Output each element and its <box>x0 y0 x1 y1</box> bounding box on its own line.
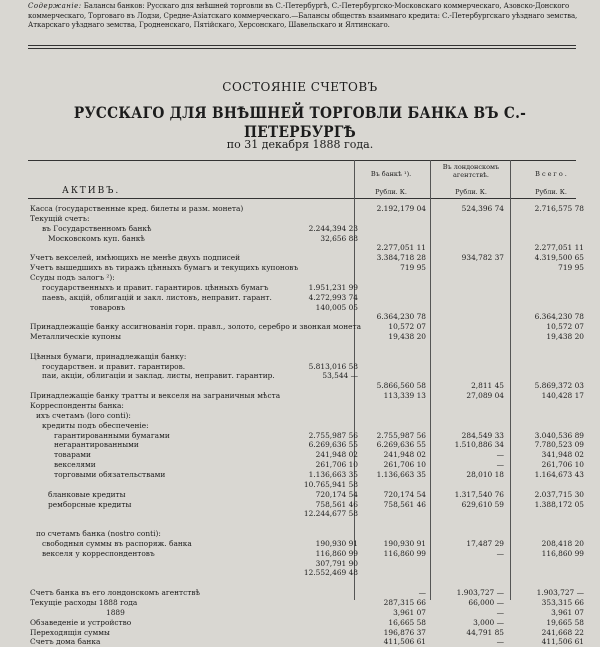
cell-c3: — <box>496 637 504 647</box>
cell-c3: 27,089 04 <box>466 391 504 401</box>
row-label: товаровъ <box>90 302 126 312</box>
cell-c4: 140,428 17 <box>541 391 584 401</box>
row-label: векселя у корреспондентовъ <box>42 548 155 558</box>
title-line-3: по 31 декабря 1888 года. <box>226 138 374 151</box>
cell-c2: 720,174 54 <box>383 489 426 499</box>
cell-c3: 17,487 29 <box>466 538 504 548</box>
table-header-rule <box>28 198 576 199</box>
cell-c3: 66,000 — <box>468 598 504 607</box>
title-line-2: РУССКАГО ДЛЯ ВНѢШНЕЙ ТОРГОВЛИ БАНКА ВЪ С.-ПЕТЕРБУРГѢ <box>73 103 527 141</box>
cell-c1: 307,791 90 <box>315 558 358 568</box>
cell-c2: 2.277,051 11 <box>376 243 426 253</box>
cell-c2: 5.866,560 58 <box>376 381 426 391</box>
row-label: Счетъ банка въ его лондонскомъ агентствѣ <box>30 588 200 598</box>
table-row <box>0 636 600 647</box>
cell-c4: 2.277,051 11 <box>534 243 584 253</box>
cell-c1: 190,930 91 <box>315 538 358 548</box>
cell-c2: 2.192,179 04 <box>376 204 426 213</box>
header-rule-2 <box>28 48 576 49</box>
row-label: Переходящiя суммы <box>30 627 110 637</box>
header-bank: Въ банкѣ ¹). <box>370 170 412 178</box>
cell-c1: 10.765,941 58 <box>303 479 358 489</box>
cell-c4: 208,418 20 <box>541 538 584 548</box>
header-currency-total: Рубли. К. <box>535 188 567 196</box>
cell-c2: 287,315 66 <box>383 598 426 607</box>
cell-c1: 241,948 02 <box>315 450 358 460</box>
cell-c2: 10,572 07 <box>388 322 426 332</box>
cell-c2: 411,506 61 <box>383 637 426 647</box>
cell-c4: 116,860 99 <box>541 548 584 558</box>
cell-c1: 2.244,394 23 <box>308 223 358 233</box>
row-label: Цѣнныя бумаги, принадлежащiя банку: <box>30 351 187 361</box>
cell-c2: 190,930 91 <box>383 538 426 548</box>
header-currency-bank: Рубли. К. <box>375 188 407 196</box>
cell-c3: — <box>496 460 504 470</box>
cell-c3: 284,549 33 <box>461 430 504 440</box>
cell-c3: 1.510,886 34 <box>454 440 504 450</box>
cell-c1: 116,860 99 <box>315 548 358 558</box>
row-label: Текущiй счетъ: <box>30 213 90 223</box>
contents-lead: Содержанiе: <box>28 2 82 10</box>
cell-c2: 113,339 13 <box>383 391 426 401</box>
cell-c1: 12.244,677 58 <box>303 509 358 519</box>
cell-c1: 261,706 10 <box>315 460 358 470</box>
cell-c3: 44,791 85 <box>466 627 504 637</box>
cell-c4: 261,706 10 <box>541 460 584 470</box>
cell-c3: 1.317,540 76 <box>454 489 504 499</box>
cell-c2: 196,876 37 <box>383 627 426 637</box>
row-label: Касса (государственные кред. билеты и разм. монета) <box>30 204 244 213</box>
row-label: кредиты подъ обеспеченiе: <box>42 420 149 430</box>
row-label: Металлическiе купоны <box>30 332 122 342</box>
cell-c4: 241,668 22 <box>541 627 584 637</box>
row-label: ремборсные кредиты <box>48 499 132 509</box>
row-label: Ссуды подъ залогъ ²): <box>30 272 115 282</box>
row-label: ихъ счетамъ (loro conti): <box>36 410 131 420</box>
cell-c3: — <box>496 450 504 460</box>
cell-c2: — <box>418 588 426 598</box>
contents-note <box>28 2 580 31</box>
row-label: свободныя суммы въ распоряж. банка <box>42 538 192 548</box>
cell-c1: 1.951,231 99 <box>308 282 358 292</box>
cell-c2: 16,665 58 <box>388 617 426 627</box>
cell-c2: 3.384,718 28 <box>376 253 426 263</box>
cell-c3: — <box>496 548 504 558</box>
cell-c1: 12.552,469 48 <box>303 568 358 578</box>
cell-c2: 116,860 99 <box>383 548 426 558</box>
cell-c1: 4.272,993 74 <box>308 292 358 302</box>
cell-c2: 758,561 46 <box>383 499 426 509</box>
cell-c2: 261,706 10 <box>383 460 426 470</box>
row-label: Обзаведенiе и устройство <box>30 617 132 627</box>
row-label: гарантированными бумагами <box>54 430 170 440</box>
cell-c3: 1.903,727 — <box>456 588 504 598</box>
cell-c4: 3.040,536 89 <box>534 430 584 440</box>
cell-c4: 19,438 20 <box>546 332 584 342</box>
row-label: векселями <box>54 460 96 470</box>
title-line-1: СОСТОЯНIЕ СЧЕТОВЪ <box>222 80 378 94</box>
cell-c2: 19,438 20 <box>388 332 426 342</box>
row-label: Учетъ вышедшихъ въ тиражъ цѣнныхъ бумагъ и текущихъ купоновъ <box>30 263 299 273</box>
cell-c1: 32,656 88 <box>320 233 358 243</box>
cell-c4: 2.037,715 30 <box>534 489 584 499</box>
row-label: 1889 <box>106 607 125 617</box>
cell-c4: 6.364,230 78 <box>534 312 584 322</box>
table-top-rule <box>28 160 576 161</box>
cell-c2: 2.755,987 56 <box>376 430 426 440</box>
row-label: Московскомъ куп. банкѣ <box>48 233 145 243</box>
cell-c2: 719 95 <box>400 263 426 273</box>
row-label: Корреспонденты банка: <box>30 401 124 410</box>
row-label: паевъ, акцiй, облигацiй и закл. листовъ, неправит. гарант. <box>42 292 272 302</box>
header-total: Всего. <box>535 170 569 178</box>
cell-c2: 1.136,663 35 <box>376 469 426 479</box>
row-label: торговыми обязательствами <box>54 469 166 479</box>
cell-c4: 719 95 <box>558 263 584 273</box>
row-label: негарантированными <box>54 440 139 450</box>
cell-c3: 629,610 59 <box>461 499 504 509</box>
aktiv-heading: АКТИВЪ. <box>62 186 121 196</box>
cell-c1: 140,005 05 <box>315 302 358 312</box>
cell-c3: 28,010 18 <box>466 469 504 479</box>
row-label: Счетъ дома банка <box>30 637 101 647</box>
cell-c1: 1.136,663 35 <box>308 469 358 479</box>
row-label: Текущiе расходы 1888 года <box>30 598 138 607</box>
row-label: Принадлежащiе банку ассигнованiя горн. правл., золото, серебро и звонкая монета <box>30 322 362 332</box>
row-label: Принадлежащiе банку тратты и векселя на заграничныя мѣста <box>30 391 281 401</box>
cell-c4: 353,315 66 <box>541 598 584 607</box>
cell-c3: 524,396 74 <box>461 204 504 213</box>
contents-text: Балансы банков: Русскаго для внѣшней торговли въ С.-Петербургѣ, С.-Петербургско-Московскаго коммерческаго, Азовско-Донского коммерческаго, Торговаго въ Лодзи, Средне-Азiатскаго коммерческаго.—Балансы обществъ взаимнаго кредита: С.-Петербургскаго уѣзднаго земства, Аткарскаго уѣзднаго земства, Гродненскаго, Пятiйскаго, Херсонскаго, Шавельскаго и Ялтинскаго. <box>28 2 578 29</box>
cell-c4: 2.716,575 78 <box>534 204 584 213</box>
header-currency-london: Рубли. К. <box>455 188 487 196</box>
cell-c3: 2,811 45 <box>471 381 504 391</box>
row-label: Учетъ векселей, имѣющихъ не менѣе двухъ подписей <box>30 253 241 263</box>
row-label: бланковые кредиты <box>48 489 126 499</box>
cell-c1: 53,544 — <box>322 371 358 381</box>
row-label: паи, акцiи, облигацiи и заклад. листы, неправит. гарантир. <box>42 371 275 381</box>
cell-c1: 720,174 54 <box>315 489 358 499</box>
cell-c4: 411,506 61 <box>541 637 584 647</box>
cell-c2: 3,961 07 <box>393 607 426 617</box>
row-label: товарами <box>54 450 91 460</box>
cell-c4: 3,961 07 <box>551 607 584 617</box>
header-london: Въ лондонскомъ агентствѣ. <box>442 163 500 179</box>
cell-c2: 6.269,636 55 <box>376 440 426 450</box>
cell-c3: — <box>496 607 504 617</box>
cell-c1: 6.269,636 55 <box>308 440 358 450</box>
cell-c1: 758,561 46 <box>315 499 358 509</box>
header-rule <box>28 45 576 46</box>
cell-c4: 1.903,727 — <box>536 588 584 598</box>
cell-c3: 934,782 37 <box>461 253 504 263</box>
cell-c4: 5.869,372 03 <box>534 381 584 391</box>
cell-c4: 4.319,500 65 <box>534 253 584 263</box>
row-label: по счетамъ банка (nostro conti): <box>36 529 161 539</box>
cell-c1: 5.813,016 58 <box>308 361 358 371</box>
cell-c4: 19,665 58 <box>546 617 584 627</box>
cell-c1: 2.755,987 56 <box>308 430 358 440</box>
row-label: государственныхъ и правит. гарантиров. цѣнныхъ бумагъ <box>42 282 269 292</box>
cell-c4: 1.164,673 43 <box>534 469 584 479</box>
cell-c2: 241,948 02 <box>383 450 426 460</box>
cell-c4: 1.388,172 05 <box>534 499 584 509</box>
cell-c3: 3,000 — <box>473 617 504 627</box>
row-label: государствен. и правит. гарантиров. <box>42 361 186 371</box>
row-label: въ Государственномъ банкѣ <box>42 223 152 233</box>
cell-c4: 341,948 02 <box>541 450 584 460</box>
cell-c2: 6.364,230 78 <box>376 312 426 322</box>
cell-c4: 10,572 07 <box>546 322 584 332</box>
cell-c4: 7.780,523 09 <box>534 440 584 450</box>
